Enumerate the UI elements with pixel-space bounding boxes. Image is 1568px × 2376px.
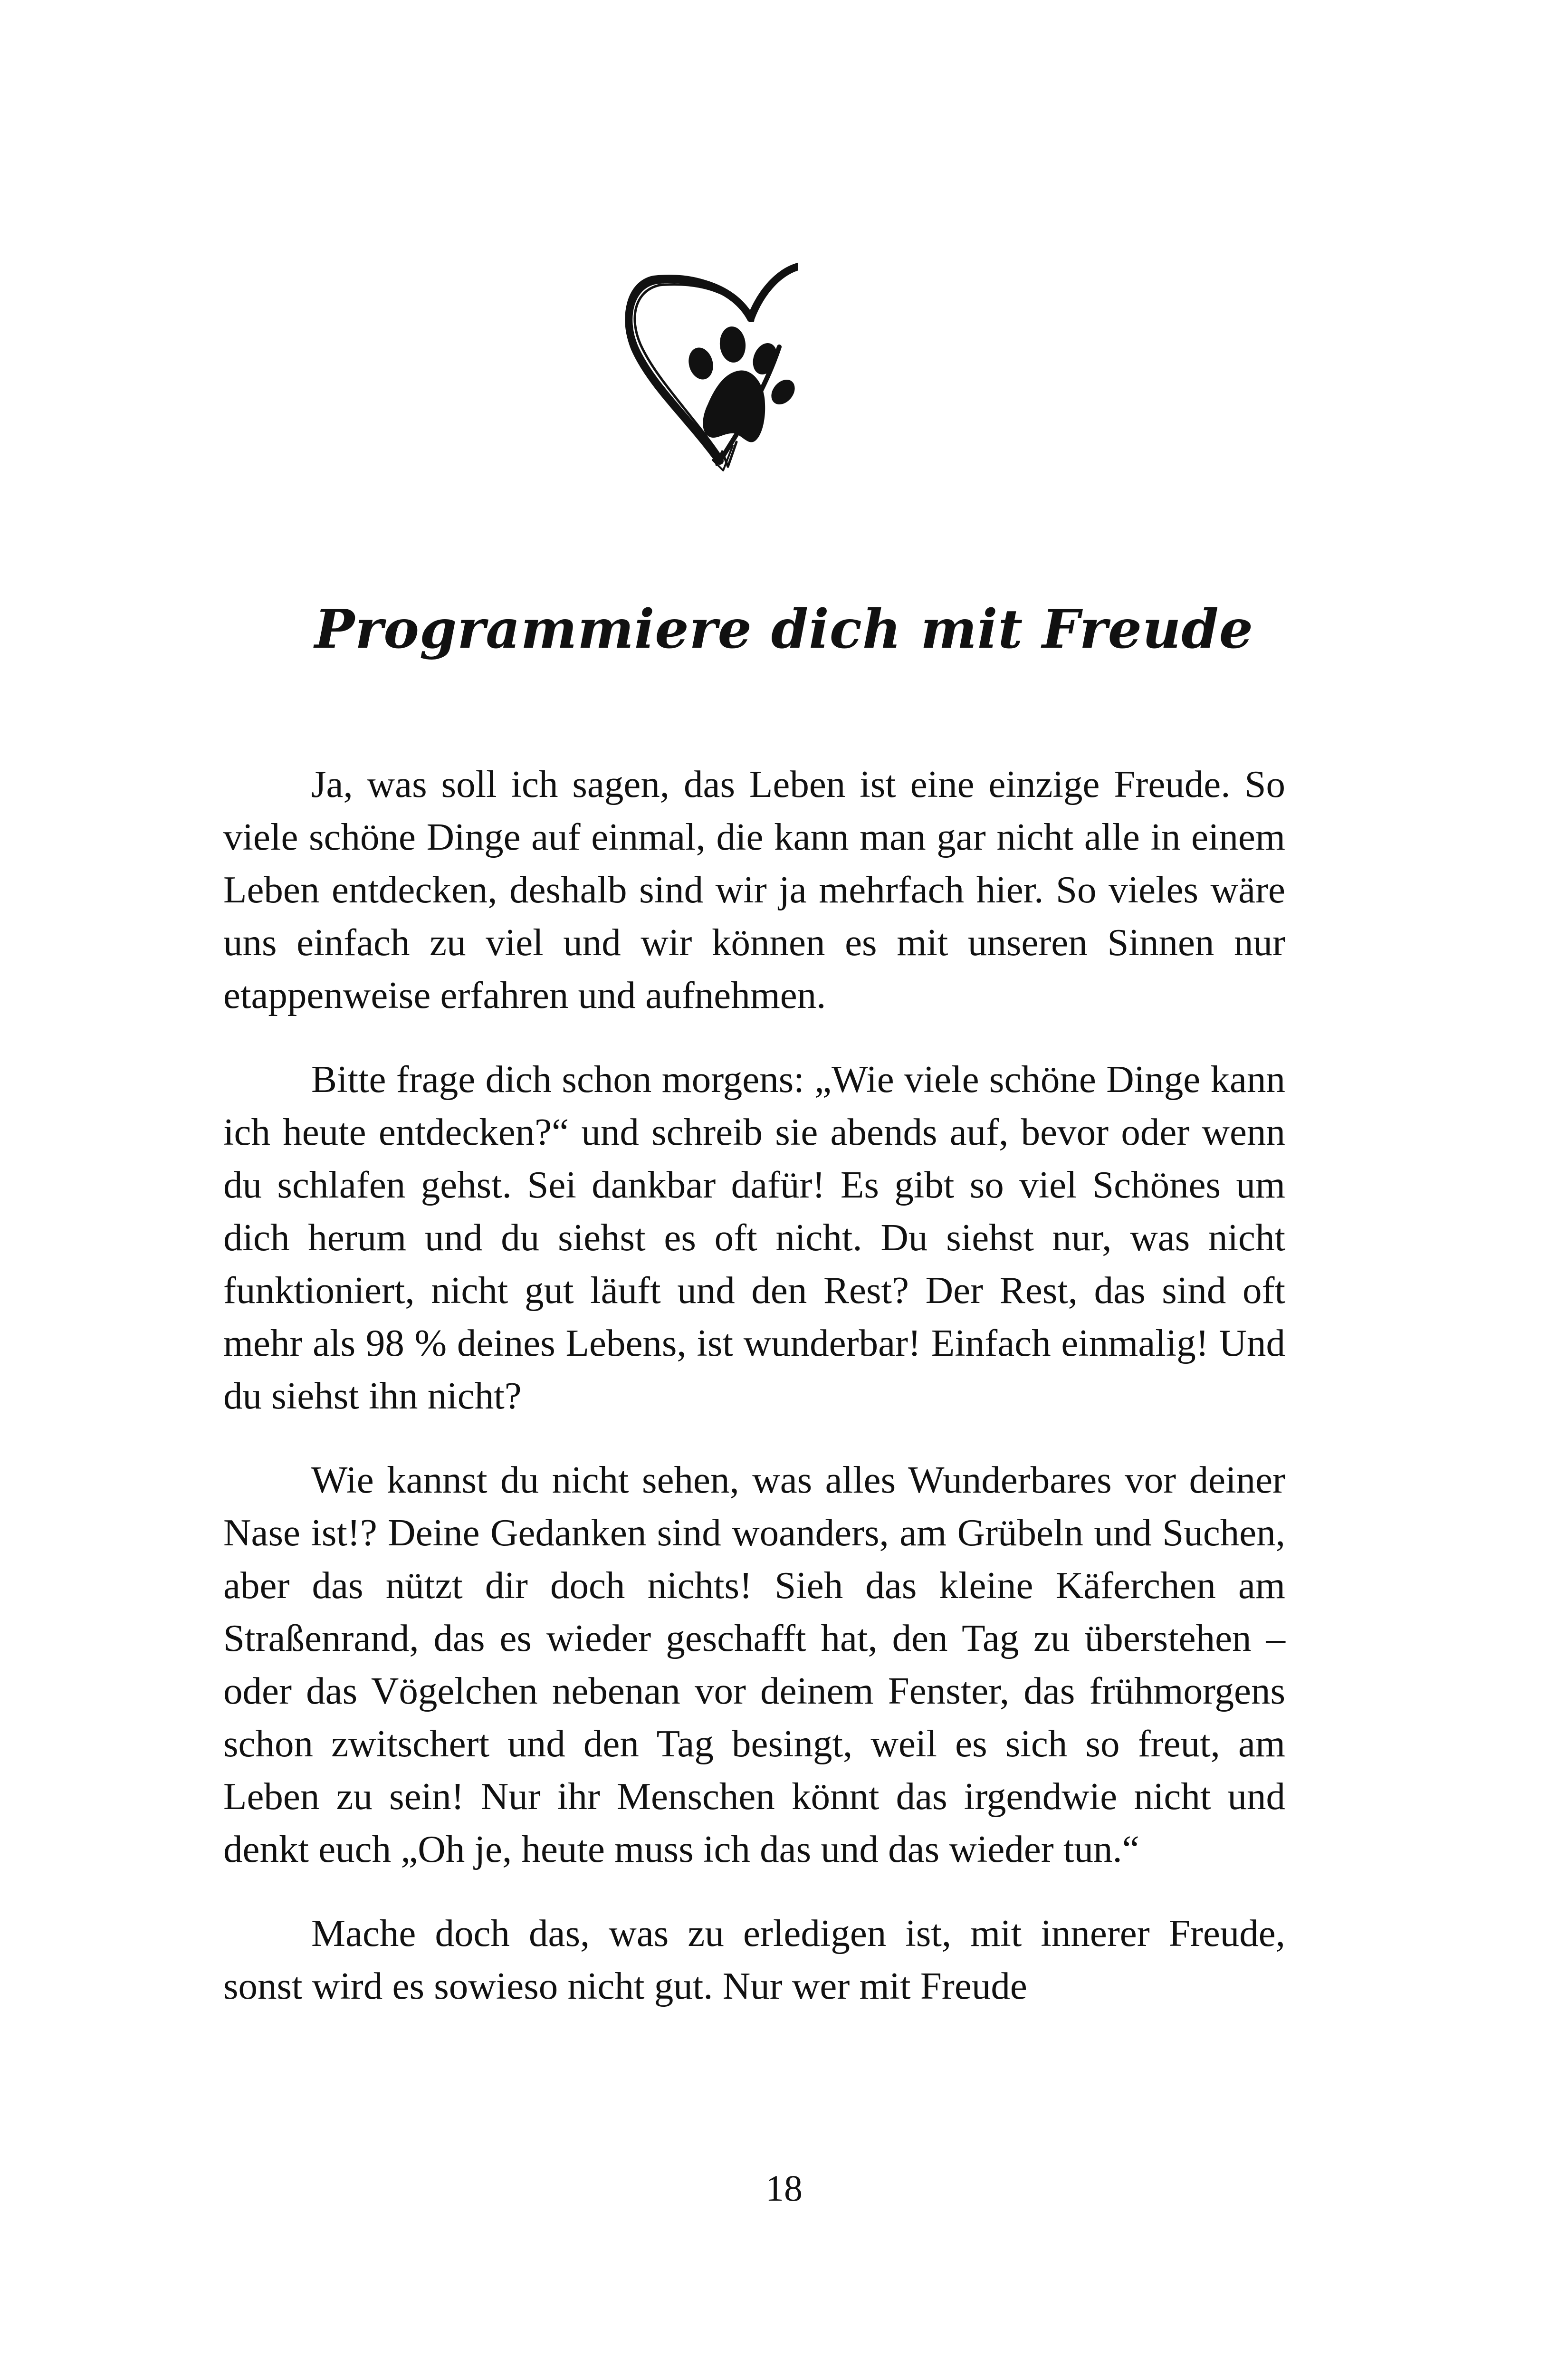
- chapter-body: [223, 758, 1285, 2044]
- page-number: 18: [765, 2167, 803, 2209]
- chapter-title: Programmiere dich mit Freude: [315, 598, 1253, 661]
- heart-paw-icon: [622, 247, 798, 485]
- paragraph-2: Bitte frage dich schon morgens: „Wie viele schöne Dinge kann ich heute entdecken?“ und schreib sie abends auf, bevor oder wenn du schlafen gehst. Sei dankbar dafür! Es gibt so viel Schönes um dich herum und du siehst es oft nicht. Du siehst nur, was nicht funktioniert, nicht gut läuft und den Rest? Der Rest, das sind oft mehr als 98 % deines Lebens, ist wunderbar! Einfach einmalig! Und du siehst ihn nicht?: [223, 1058, 1285, 1417]
- paragraph-3: Wie kannst du nicht sehen, was alles Wunderbares vor deiner Nase ist!? Deine Gedanken sind woanders, am Grübeln und Suchen, aber das nützt dir doch nichts! Sieh das kleine Käferchen am Straßenrand, das es wieder geschafft hat, den Tag zu überstehen – oder das Vögelchen nebenan vor deinem Fenster, das frühmorgens schon zwitschert und den Tag besingt, weil es sich so freut, am Leben zu sein! Nur ihr Menschen könnt das irgendwie nicht und denkt euch „Oh je, heute muss ich das und das wieder tun.“: [223, 1458, 1285, 1870]
- paragraph-1: Ja, was soll ich sagen, das Leben ist eine einzige Freude. So viele schöne Dinge auf einmal, die kann man gar nicht alle in einem Leben entdecken, deshalb sind wir ja mehrfach hier. So vieles wäre uns einfach zu viel und wir können es mit unseren Sinnen nur etappenweise erfahren und aufnehmen.: [223, 763, 1285, 1016]
- paragraph-4: Mache doch das, was zu erledigen ist, mit innerer Freude, sonst wird es sowieso nicht gut. Nur wer mit Freude: [223, 1912, 1285, 2007]
